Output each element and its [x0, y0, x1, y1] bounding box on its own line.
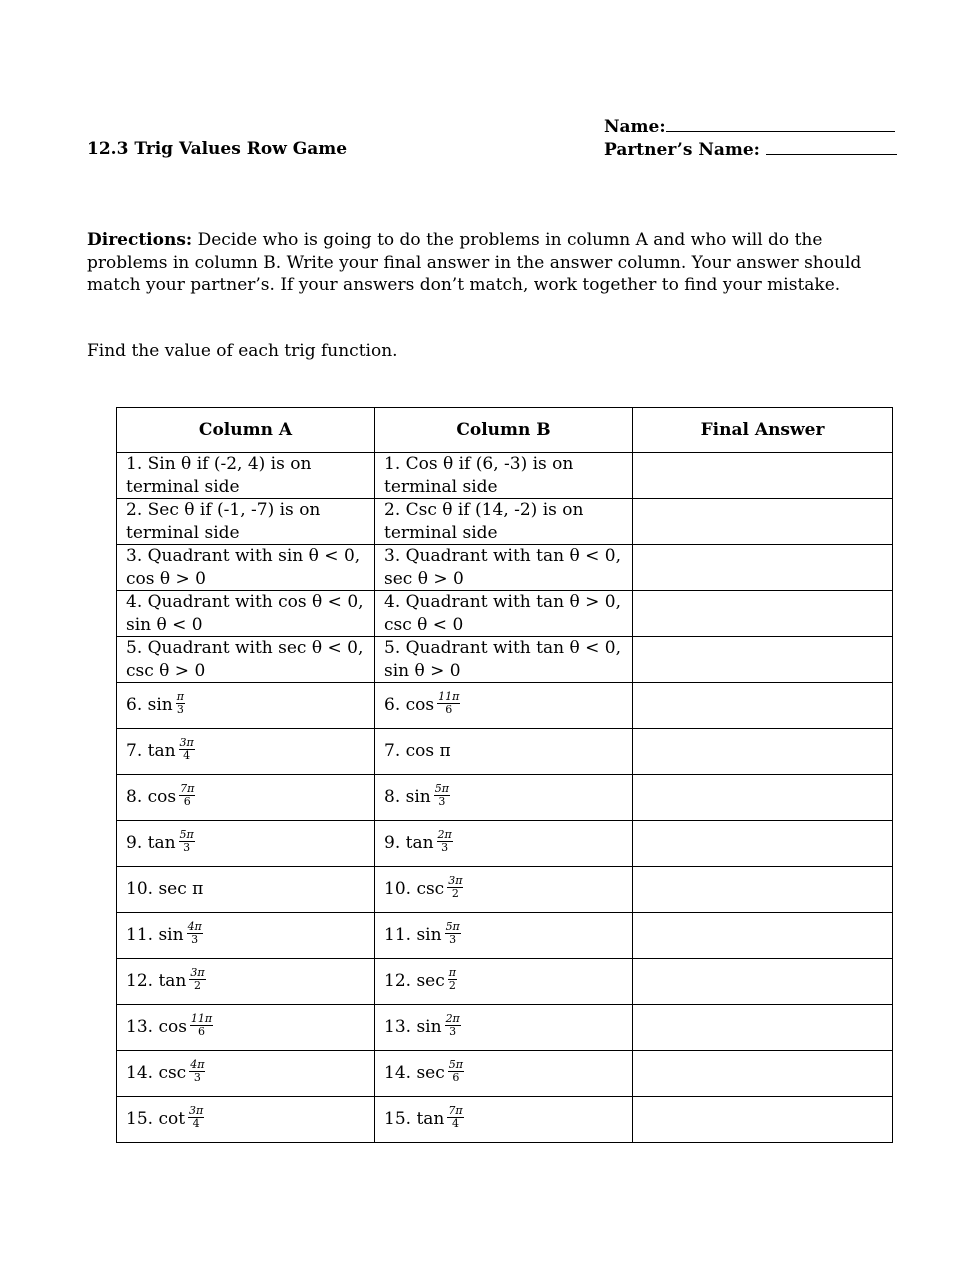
column-a-problem — [117, 1005, 375, 1051]
column-a-problem — [117, 683, 375, 729]
column-b-problem — [375, 729, 633, 775]
fraction-numerator: 2π — [437, 828, 452, 841]
final-answer-cell[interactable] — [633, 1005, 893, 1051]
column-a-header: Column A — [117, 408, 375, 453]
final-answer-cell[interactable] — [633, 1097, 893, 1143]
fraction-denominator: 6 — [198, 1025, 206, 1038]
final-answer-cell[interactable] — [633, 729, 893, 775]
column-b-problem: 2. Csc θ if (14, -2) is on terminal side — [375, 499, 633, 545]
fraction-numerator: 3π — [448, 874, 463, 887]
partner-name-label: Partner’s Name: — [604, 140, 766, 160]
angle-fraction — [448, 967, 457, 992]
final-answer-cell[interactable] — [633, 959, 893, 1005]
column-b-problem — [375, 775, 633, 821]
table-row — [117, 729, 893, 775]
fraction-denominator: 4 — [183, 749, 191, 762]
directions-label: Directions: — [87, 230, 193, 250]
table-row — [117, 959, 893, 1005]
column-b-problem — [375, 1097, 633, 1143]
column-b-header: Column B — [375, 408, 633, 453]
table-row — [117, 591, 893, 637]
column-a-problem — [117, 913, 375, 959]
fraction-numerator: π — [448, 966, 456, 979]
table-row — [117, 637, 893, 683]
column-a-problem — [117, 867, 375, 913]
problem-function: 14. csc — [126, 1063, 187, 1083]
column-a-problem: 4. Quadrant with cos θ < 0, sin θ < 0 — [117, 591, 375, 637]
angle-fraction — [434, 783, 450, 808]
problem-table — [116, 407, 893, 1143]
problem-function: 9. tan — [126, 833, 176, 853]
fraction-denominator: 2 — [193, 979, 201, 992]
table-row — [117, 775, 893, 821]
column-b-problem: 4. Quadrant with tan θ > 0, csc θ < 0 — [375, 591, 633, 637]
column-a-problem — [117, 821, 375, 867]
column-b-problem — [375, 683, 633, 729]
directions-text: Decide who is going to do the problems in column A and who will do the problems in column B. Write your final answer in the answer column. Your answer should match your partner’s. If your answers don’t match, work together to find your mistake. — [87, 230, 862, 295]
fraction-numerator: 5π — [448, 1058, 463, 1071]
table-row — [117, 499, 893, 545]
problem-function: 6. cos — [384, 695, 435, 715]
table-row — [117, 913, 893, 959]
problem-function: 7. cos π — [384, 741, 451, 762]
fraction-denominator: 3 — [441, 841, 449, 854]
column-b-problem: 3. Quadrant with tan θ < 0, sec θ > 0 — [375, 545, 633, 591]
fraction-denominator: 6 — [183, 795, 191, 808]
fraction-numerator: 2π — [445, 1012, 460, 1025]
table-row — [117, 867, 893, 913]
table-row — [117, 683, 893, 729]
name-label: Name: — [604, 117, 666, 137]
column-a-problem — [117, 959, 375, 1005]
angle-fraction — [437, 829, 453, 854]
directions — [87, 229, 892, 297]
fraction-numerator: 7π — [180, 782, 195, 795]
angle-fraction — [188, 1105, 204, 1130]
problem-function: 8. sin — [384, 787, 431, 807]
fraction-numerator: 11π — [190, 1012, 213, 1025]
final-answer-cell[interactable] — [633, 499, 893, 545]
column-a-problem — [117, 775, 375, 821]
fraction-denominator: 3 — [438, 795, 446, 808]
angle-fraction — [179, 737, 195, 762]
fraction-numerator: 3π — [189, 1104, 204, 1117]
fraction-denominator: 3 — [193, 1071, 201, 1084]
angle-fraction — [447, 1105, 463, 1130]
table-header-row — [117, 408, 893, 453]
problem-function: 13. sin — [384, 1017, 442, 1037]
table-row — [117, 1005, 893, 1051]
instruction: Find the value of each trig function. — [87, 341, 398, 361]
fraction-numerator: 11π — [438, 690, 460, 703]
problem-function: 13. cos — [126, 1017, 187, 1037]
final-answer-cell[interactable] — [633, 913, 893, 959]
problem-function: 9. tan — [384, 833, 434, 853]
column-a-problem: 5. Quadrant with sec θ < 0, csc θ > 0 — [117, 637, 375, 683]
fraction-numerator: 4π — [187, 920, 202, 933]
problem-function: 8. cos — [126, 787, 177, 807]
problem-function: 11. sin — [126, 925, 184, 945]
column-a-problem: 3. Quadrant with sin θ < 0, cos θ > 0 — [117, 545, 375, 591]
angle-fraction — [179, 783, 195, 808]
column-a-problem — [117, 1097, 375, 1143]
fraction-denominator: 3 — [183, 841, 191, 854]
column-b-problem: 5. Quadrant with tan θ < 0, sin θ > 0 — [375, 637, 633, 683]
problem-function: 12. sec — [384, 971, 445, 991]
problem-function: 6. sin — [126, 695, 173, 715]
angle-fraction — [176, 691, 185, 716]
angle-fraction — [448, 1059, 464, 1084]
problem-function: 11. sin — [384, 925, 442, 945]
angle-fraction — [190, 1013, 213, 1038]
fraction-numerator: 4π — [190, 1058, 205, 1071]
column-a-problem: 1. Sin θ if (-2, 4) is on terminal side — [117, 453, 375, 499]
column-b-problem — [375, 821, 633, 867]
final-answer-cell[interactable] — [633, 775, 893, 821]
fraction-numerator: π — [176, 690, 184, 703]
name-field[interactable] — [604, 116, 897, 139]
fraction-numerator: 7π — [448, 1104, 463, 1117]
fraction-denominator: 6 — [445, 703, 453, 716]
table-row — [117, 453, 893, 499]
problem-function: 15. tan — [384, 1109, 445, 1129]
problem-function: 14. sec — [384, 1063, 445, 1083]
fraction-numerator: 5π — [179, 828, 194, 841]
name-fields — [604, 116, 897, 162]
problem-function: 10. sec π — [126, 879, 204, 900]
name-blank[interactable] — [666, 116, 895, 132]
fraction-numerator: 3π — [190, 966, 205, 979]
column-b-problem — [375, 959, 633, 1005]
partner-name-field[interactable] — [604, 139, 897, 162]
table-row — [117, 1051, 893, 1097]
angle-fraction — [445, 921, 461, 946]
fraction-denominator: 3 — [191, 933, 199, 946]
column-b-problem — [375, 1051, 633, 1097]
column-a-problem: 2. Sec θ if (-1, -7) is on terminal side — [117, 499, 375, 545]
column-b-problem: 1. Cos θ if (6, -3) is on terminal side — [375, 453, 633, 499]
fraction-denominator: 4 — [451, 1117, 459, 1130]
final-answer-header: Final Answer — [633, 408, 893, 453]
fraction-denominator: 2 — [448, 979, 456, 992]
fraction-numerator: 3π — [179, 736, 194, 749]
final-answer-cell[interactable] — [633, 683, 893, 729]
worksheet-title: 12.3 Trig Values Row Game — [87, 139, 348, 159]
fraction-denominator: 3 — [449, 933, 457, 946]
problem-function: 15. cot — [126, 1109, 186, 1129]
column-a-problem — [117, 729, 375, 775]
column-a-problem — [117, 1051, 375, 1097]
fraction-denominator: 3 — [449, 1025, 457, 1038]
angle-fraction — [189, 1059, 205, 1084]
table-row — [117, 545, 893, 591]
final-answer-cell[interactable] — [633, 867, 893, 913]
angle-fraction — [447, 875, 463, 900]
angle-fraction — [445, 1013, 461, 1038]
partner-name-blank[interactable] — [766, 139, 897, 155]
final-answer-cell[interactable] — [633, 591, 893, 637]
fraction-numerator: 5π — [445, 920, 460, 933]
angle-fraction — [437, 691, 460, 716]
problem-function: 12. tan — [126, 971, 187, 991]
fraction-denominator: 2 — [451, 887, 459, 900]
column-b-problem — [375, 1005, 633, 1051]
final-answer-cell[interactable] — [633, 637, 893, 683]
problem-function: 7. tan — [126, 741, 176, 761]
table-row — [117, 821, 893, 867]
fraction-denominator: 6 — [452, 1071, 460, 1084]
final-answer-cell[interactable] — [633, 545, 893, 591]
column-b-problem — [375, 867, 633, 913]
angle-fraction — [187, 921, 203, 946]
problem-function: 10. csc — [384, 879, 445, 899]
fraction-denominator: 3 — [176, 703, 184, 716]
angle-fraction — [189, 967, 205, 992]
table-row — [117, 1097, 893, 1143]
final-answer-cell[interactable] — [633, 453, 893, 499]
column-b-problem — [375, 913, 633, 959]
final-answer-cell[interactable] — [633, 1051, 893, 1097]
fraction-denominator: 4 — [192, 1117, 200, 1130]
fraction-numerator: 5π — [434, 782, 449, 795]
angle-fraction — [179, 829, 195, 854]
final-answer-cell[interactable] — [633, 821, 893, 867]
